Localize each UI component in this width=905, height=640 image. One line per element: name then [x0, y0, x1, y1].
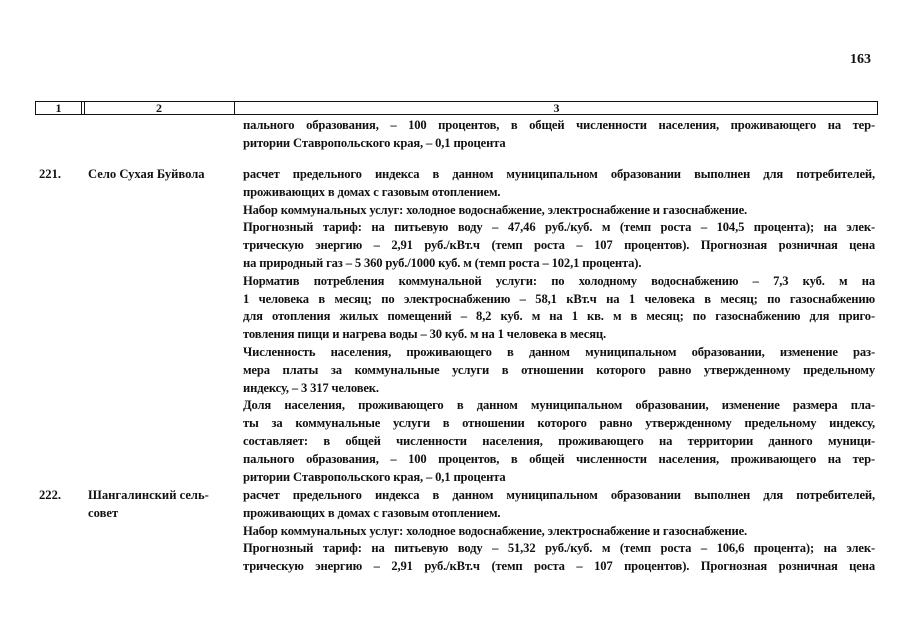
text-line: пального образования, – 100 процентов, в общей численности населения, проживающего на тер- — [243, 118, 875, 132]
header-col-2: 2 — [156, 101, 162, 115]
text-line: Норматив потребления коммунальной услуги: по холодному водоснабжению – 7,3 куб. м на — [243, 273, 875, 288]
entry-name — [88, 166, 234, 184]
text-line: на природный газ – 5 360 руб./1000 куб. м (темп роста – 102,1 процента). — [243, 255, 642, 270]
paragraph — [243, 487, 875, 523]
entry-description — [243, 487, 875, 576]
entry-name — [88, 487, 234, 523]
text-line: составляет: в общей численности населения, проживающего на территории данного муници- — [243, 433, 875, 448]
paragraph — [243, 523, 875, 541]
entry-name-line: Шангалинский сель- — [88, 488, 209, 502]
text-line: Набор коммунальных услуг: холодное водоснабжение, электроснабжение и газоснабжение. — [243, 202, 748, 217]
entry-name-line: Село Сухая Буйвола — [88, 167, 205, 181]
paragraph — [243, 540, 875, 576]
paragraph — [243, 273, 875, 344]
text-line: Прогнозный тариф: на питьевую воду – 51,32 руб./куб. м (темп роста – 106,6 процента); на элек- — [243, 541, 875, 556]
header-divider — [81, 102, 82, 114]
paragraph — [243, 219, 875, 272]
text-line: Численность населения, проживающего в данном муниципальном образовании, изменение раз- — [243, 344, 875, 359]
paragraph — [243, 397, 875, 486]
paragraph — [243, 344, 875, 397]
table-header-row — [35, 101, 878, 115]
entry-number: 222. — [39, 488, 62, 502]
header-col-3: 3 — [553, 101, 560, 115]
text-line: трическую энергию – 2,91 руб./кВт.ч (темп роста – 107 процентов). Прогнозная розничная цена — [243, 238, 875, 253]
text-line: Набор коммунальных услуг: холодное водоснабжение, электроснабжение и газоснабжение. — [243, 523, 748, 538]
text-line: мера платы за коммунальные услуги в отношении которого равно утвержденному предельному — [243, 362, 875, 377]
text-line: трическую энергию – 2,91 руб./кВт.ч (темп роста – 107 процентов). Прогнозная розничная цена — [243, 559, 875, 574]
text-line: индексу, – 3 317 человек. — [243, 380, 379, 395]
text-line: Прогнозный тариф: на питьевую воду – 47,46 руб./куб. м (темп роста – 104,5 процента); на элек- — [243, 220, 875, 235]
text-line: ритории Ставропольского края, – 0,1 процента — [243, 469, 506, 484]
text-line: ритории Ставропольского края, – 0,1 процента — [243, 135, 506, 150]
page-number: 163 — [850, 52, 871, 67]
text-line: 1 человека в месяц; по электроснабжению – 58,1 кВт.ч на 1 человека в месяц; по газоснабжению — [243, 291, 875, 306]
text-line: ты за коммунальные услуги в отношении которого равно утвержденному предельному индексу, — [243, 416, 875, 431]
text-line: расчет предельного индекса в данном муниципальном образовании выполнен для потребителей, — [243, 488, 875, 502]
text-line: пального образования, – 100 процентов, в общей численности населения, проживающего на тер- — [243, 451, 875, 466]
header-col-1: 1 — [55, 101, 62, 115]
text-line: для отопления жилых помещений – 8,2 куб. м на 1 кв. м в месяц; по газоснабжению для приго- — [243, 309, 875, 324]
paragraph — [243, 166, 875, 202]
text-line: расчет предельного индекса в данном муниципальном образовании выполнен для потребителей, — [243, 167, 875, 181]
text-line: проживающих в домах с газовым отоплением. — [243, 505, 501, 520]
entry-description — [243, 166, 875, 486]
text-line: Доля населения, проживающего в данном муниципальном образовании, изменение размера пла- — [243, 398, 875, 413]
entry-name-line: совет — [88, 505, 119, 520]
text-line: проживающих в домах с газовым отоплением. — [243, 184, 501, 199]
text-line: товления пищи и нагрева воды – 30 куб. м на 1 человека в месяц. — [243, 327, 606, 342]
continuation-text — [243, 117, 875, 153]
paragraph — [243, 202, 875, 220]
entry-number: 221. — [39, 167, 62, 181]
